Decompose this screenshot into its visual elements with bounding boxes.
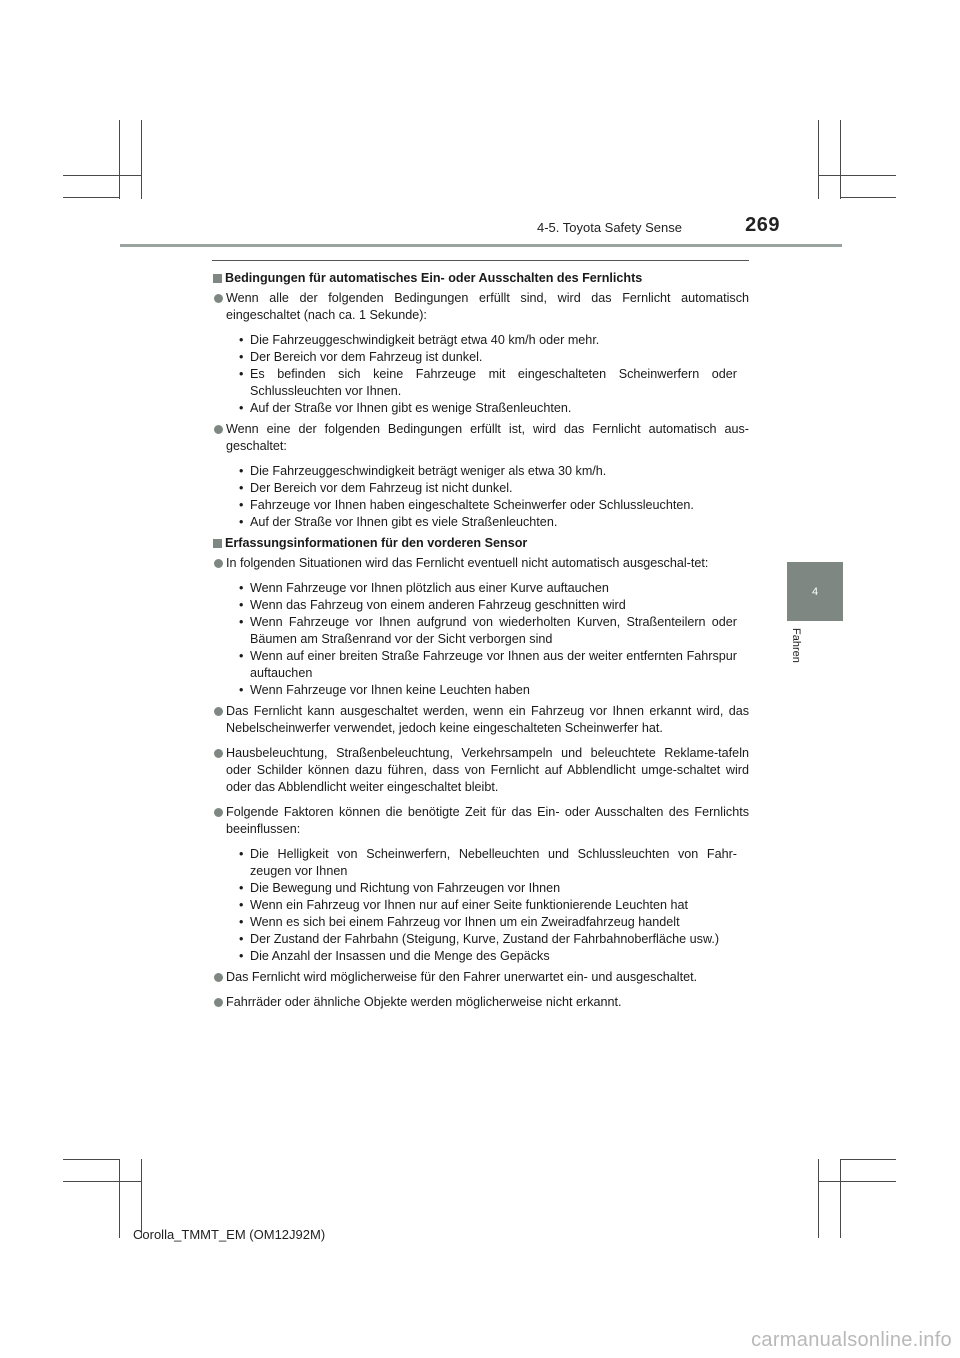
bullet-paragraph: Wenn alle der folgenden Bedingungen erfüllt sind, wird das Fernlicht automatisch eingeschaltet (nach ca. 1 Sekunde):: [212, 290, 749, 324]
crop-mark: [840, 1159, 896, 1160]
sub-bullet-item: • Wenn Fahrzeuge vor Ihnen plötzlich aus einer Kurve auftauchen: [212, 580, 749, 597]
crop-mark: [818, 1181, 896, 1182]
document-code: Corolla_TMMT_EM (OM12J92M): [133, 1227, 326, 1242]
crop-mark: [63, 197, 120, 198]
bullet-paragraph: Fahrräder oder ähnliche Objekte werden möglicherweise nicht erkannt.: [212, 994, 749, 1011]
crop-mark: [840, 1159, 841, 1238]
sub-bullet-list: [212, 846, 749, 965]
crop-mark: [818, 1159, 819, 1238]
crop-mark: [63, 175, 142, 176]
page-number: 269: [745, 214, 780, 236]
sub-bullet-item: • Fahrzeuge vor Ihnen haben eingeschaltete Scheinwerfer oder Schlussleuchten.: [212, 497, 749, 514]
sub-bullet-item: • Die Anzahl der Insassen und die Menge des Gepäcks: [212, 948, 749, 965]
sub-bullet-list: [212, 332, 749, 417]
crop-mark: [818, 120, 819, 199]
chapter-tab: [787, 562, 843, 621]
chapter-number: 4: [811, 585, 819, 598]
sub-bullet-item: • Die Bewegung und Richtung von Fahrzeugen vor Ihnen: [212, 880, 749, 897]
sub-bullet-list: [212, 580, 749, 699]
sub-bullet-item: • Wenn Fahrzeuge vor Ihnen keine Leuchten haben: [212, 682, 749, 699]
sub-bullet-item: • Der Bereich vor dem Fahrzeug ist dunkel.: [212, 349, 749, 366]
crop-mark: [141, 120, 142, 199]
sub-bullet-item: • Auf der Straße vor Ihnen gibt es viele Straßenleuchten.: [212, 514, 749, 531]
sub-bullet-item: • Wenn auf einer breiten Straße Fahrzeuge vor Ihnen aus der weiter entfernten Fahrspur auftauchen: [212, 648, 749, 682]
bullet-paragraph: Wenn eine der folgenden Bedingungen erfüllt ist, wird das Fernlicht automatisch aus-geschaltet:: [212, 421, 749, 455]
sub-bullet-item: • Der Zustand der Fahrbahn (Steigung, Kurve, Zustand der Fahrbahnoberfläche usw.): [212, 931, 749, 948]
sub-bullet-item: • Die Helligkeit von Scheinwerfern, Nebelleuchten und Schlussleuchten von Fahr-zeugen vor Ihnen: [212, 846, 749, 880]
bullet-paragraph: Hausbeleuchtung, Straßenbeleuchtung, Verkehrsampeln und beleuchtete Reklame-tafeln oder Schilder können dazu führen, dass von Fernlicht auf Abblendlicht umge-schaltet wird oder das Abblendlicht weiter eingeschaltet bleibt.: [212, 745, 749, 796]
bullet-paragraph: In folgenden Situationen wird das Fernlicht eventuell nicht automatisch ausgeschal-tet:: [212, 555, 749, 572]
sub-bullet-item: • Die Fahrzeuggeschwindigkeit beträgt etwa 40 km/h oder mehr.: [212, 332, 749, 349]
sub-bullet-item: • Die Fahrzeuggeschwindigkeit beträgt weniger als etwa 30 km/h.: [212, 463, 749, 480]
sub-bullet-item: • Wenn es sich bei einem Fahrzeug vor Ihnen um ein Zweiradfahrzeug handelt: [212, 914, 749, 931]
sub-bullet-item: • Es befinden sich keine Fahrzeuge mit eingeschalteten Scheinwerfern oder Schlussleuchten vor Ihnen.: [212, 366, 749, 400]
bullet-paragraph: Folgende Faktoren können die benötigte Zeit für das Ein- oder Ausschalten des Fernlichts beeinflussen:: [212, 804, 749, 838]
watermark: carmanualsonline.info: [751, 1329, 952, 1351]
sub-bullet-item: • Wenn das Fahrzeug von einem anderen Fahrzeug geschnitten wird: [212, 597, 749, 614]
bullet-paragraph: Das Fernlicht wird möglicherweise für den Fahrer unerwartet ein- und ausgeschaltet.: [212, 969, 749, 986]
crop-mark: [119, 120, 120, 199]
sub-bullet-item: • Auf der Straße vor Ihnen gibt es wenige Straßenleuchten.: [212, 400, 749, 417]
section-heading: Bedingungen für automatisches Ein- oder Ausschalten des Fernlichts: [212, 270, 749, 287]
sub-bullet-item: • Wenn Fahrzeuge vor Ihnen aufgrund von wiederholten Kurven, Straßenteilern oder Bäumen am Straßenrand vor der Sicht verborgen sind: [212, 614, 749, 648]
manual-content: [212, 266, 749, 1016]
header-rule: [120, 244, 842, 247]
crop-mark: [840, 197, 896, 198]
crop-mark: [63, 1159, 120, 1160]
section-label: 4-5. Toyota Safety Sense: [536, 220, 682, 235]
sub-bullet-item: • Wenn ein Fahrzeug vor Ihnen nur auf einer Seite funktionierende Leuchten hat: [212, 897, 749, 914]
content-top-rule: [212, 260, 749, 261]
crop-mark: [119, 1159, 120, 1238]
crop-mark: [840, 120, 841, 199]
bullet-paragraph: Das Fernlicht kann ausgeschaltet werden, wenn ein Fahrzeug vor Ihnen erkannt wird, das Nebelscheinwerfer verwendet, jedoch keine eingeschalteten Scheinwerfer hat.: [212, 703, 749, 737]
chapter-label: Fahren: [790, 628, 802, 663]
section-heading: Erfassungsinformationen für den vorderen Sensor: [212, 535, 749, 552]
crop-mark: [818, 175, 896, 176]
crop-mark: [63, 1181, 142, 1182]
sub-bullet-list: [212, 463, 749, 531]
sub-bullet-item: • Der Bereich vor dem Fahrzeug ist nicht dunkel.: [212, 480, 749, 497]
